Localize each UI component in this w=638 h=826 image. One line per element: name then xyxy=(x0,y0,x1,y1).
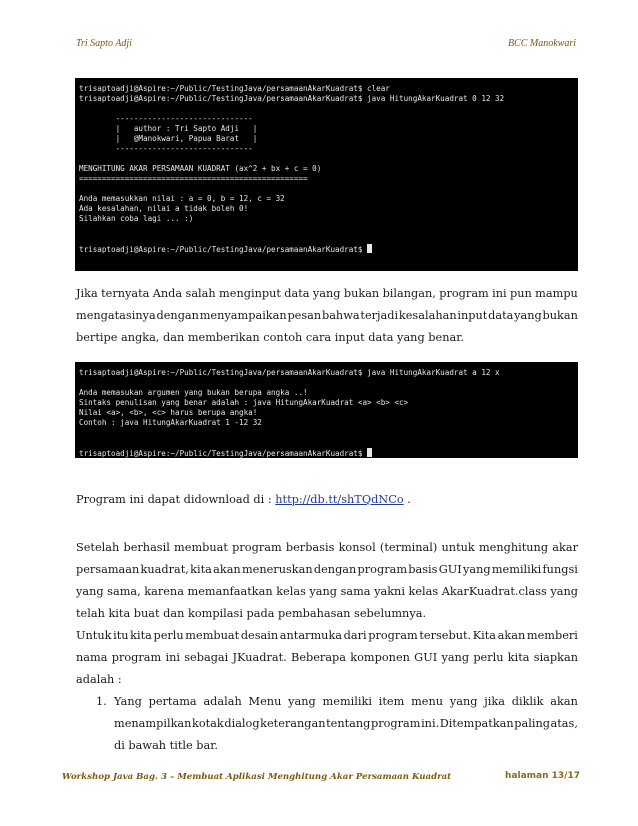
terminal-line xyxy=(79,234,574,244)
footer-page-number: halaman 13/17 xyxy=(505,771,580,781)
paragraph-line: Yang pertama adalah Menu yang memiliki item menu yang jika diklik akan xyxy=(114,695,578,708)
terminal-line xyxy=(79,428,574,438)
paragraph-line: nama program ini sebagai JKuadrat. Beberapa komponen GUI yang perlu kita siapkan xyxy=(76,651,578,664)
terminal-line: ------------------------------ xyxy=(79,114,253,123)
list-text xyxy=(114,691,578,757)
terminal-line xyxy=(79,378,574,388)
paragraph-line: yang sama, karena memanfaatkan kelas yang sama yakni kelas AkarKuadrat.class yang xyxy=(76,585,578,598)
paragraph-gui-intro xyxy=(76,537,578,691)
terminal-line: trisaptoadji@Aspire:~/Public/TestingJava/persamaanAkarKuadrat$ xyxy=(79,448,574,458)
terminal-line: trisaptoadji@Aspire:~/Public/TestingJava/persamaanAkarKuadrat$ java HitungAkarKuadrat 0 12 32 xyxy=(79,94,505,103)
terminal-line xyxy=(79,438,574,448)
paragraph-line: Setelah berhasil membuat program berbasis konsol (terminal) untuk menghitung akar xyxy=(76,541,578,554)
terminal-screenshot-1 xyxy=(75,78,578,271)
header-org: BCC Manokwari xyxy=(507,38,576,49)
paragraph-line: mengatasinya dengan menyampaikan pesan bahwa terjadi kesalahan input data yang bukan xyxy=(76,309,578,322)
terminal-line: MENGHITUNG AKAR PERSAMAAN KUADRAT (ax^2 + bx + c = 0) xyxy=(79,164,322,173)
terminal-line: Silahkan coba lagi ... :) xyxy=(79,214,194,223)
terminal-line: trisaptoadji@Aspire:~/Public/TestingJava/persamaanAkarKuadrat$ java HitungAkarKuadrat a 12 x xyxy=(79,368,500,377)
terminal-screenshot-2 xyxy=(75,362,578,458)
terminal-cursor xyxy=(367,448,372,457)
header-author: Tri Sapto Adji xyxy=(76,38,132,49)
paragraph-line: menampilkan kotak dialog keterangan tentang program ini. Ditempatkan paling atas, xyxy=(114,717,578,730)
paragraph-input-error xyxy=(76,283,578,349)
terminal-line: trisaptoadji@Aspire:~/Public/TestingJava/persamaanAkarKuadrat$ xyxy=(79,244,574,254)
terminal-line: Anda memasukan argumen yang bukan berupa angka ..! xyxy=(79,388,308,397)
terminal-line: trisaptoadji@Aspire:~/Public/TestingJava/persamaanAkarKuadrat$ clear xyxy=(79,84,390,93)
terminal-cursor xyxy=(367,244,372,253)
paragraph-line: bertipe angka, dan memberikan contoh cara input data yang benar. xyxy=(76,331,464,344)
terminal-line: Ada kesalahan, nilai a tidak boleh 0! xyxy=(79,204,249,213)
terminal-line xyxy=(79,104,574,114)
download-link[interactable]: http://db.tt/shTQdNCo xyxy=(275,493,404,506)
terminal-line: | author : Tri Sapto Adji | xyxy=(79,124,258,133)
terminal-line: Contoh : java HitungAkarKuadrat 1 -12 32 xyxy=(79,418,262,427)
terminal-line xyxy=(79,184,574,194)
download-suffix: . xyxy=(403,493,411,506)
terminal-line xyxy=(79,224,574,234)
paragraph-line: Jika ternyata Anda salah menginput data yang bukan bilangan, program ini pun mampu xyxy=(76,287,578,300)
terminal-line: ------------------------------ xyxy=(79,144,253,153)
paragraph-line: Untuk itu kita perlu membuat desain antarmuka dari program tersebut. Kita akan memberi xyxy=(76,629,578,642)
terminal-line: Nilai <a>, <b>, <c> harus berupa angka! xyxy=(79,408,258,417)
paragraph-line: adalah : xyxy=(76,673,122,686)
terminal-line: | @Manokwari, Papua Barat | xyxy=(79,134,258,143)
terminal-line: ================================================== xyxy=(79,174,308,183)
list-number: 1. xyxy=(96,695,107,708)
download-line xyxy=(76,489,578,511)
terminal-line: Sintaks penulisan yang benar adalah : java HitungAkarKuadrat <a> <b> <c> xyxy=(79,398,409,407)
terminal-line xyxy=(79,154,574,164)
download-prefix: Program ini dapat didownload di : xyxy=(76,493,276,506)
paragraph-line: persamaan kuadrat, kita akan meneruskan dengan program basis GUI yang memiliki fungsi xyxy=(76,563,578,576)
terminal-line: Anda memasukkan nilai : a = 0, b = 12, c = 32 xyxy=(79,194,285,203)
paragraph-line: di bawah title bar. xyxy=(114,739,218,752)
paragraph-line: telah kita buat dan kompilasi pada pembahasan sebelumnya. xyxy=(76,607,427,620)
footer-title: Workshop Java Bag. 3 – Membuat Aplikasi Menghitung Akar Persamaan Kuadrat xyxy=(62,772,452,782)
